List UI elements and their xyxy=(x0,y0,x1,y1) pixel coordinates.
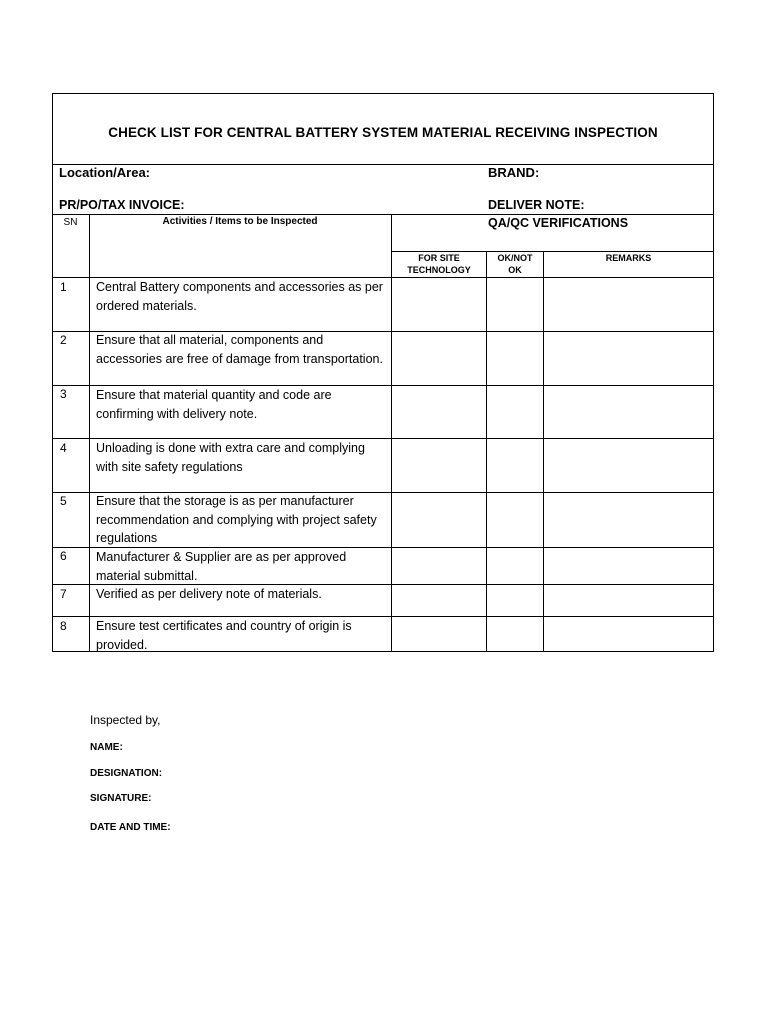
page-title: CHECK LIST FOR CENTRAL BATTERY SYSTEM MATERIAL RECEIVING INSPECTION xyxy=(108,125,658,140)
row-4-sn: 4 xyxy=(60,441,67,455)
row-2-activity: Ensure that all material, components and accessories are free of damage from transportation. xyxy=(96,333,383,366)
ok-not-ok-header: OK/NOT OK xyxy=(497,253,533,275)
activities-header: Activities / Items to be Inspected xyxy=(162,216,318,227)
brand-label: BRAND: xyxy=(488,165,540,180)
signature-label: SIGNATURE: xyxy=(90,793,152,804)
header-divider xyxy=(52,214,714,215)
title-divider xyxy=(52,164,714,165)
row-1-sn: 1 xyxy=(60,280,67,294)
column-divider xyxy=(391,214,392,652)
invoice-label: PR/PO/TAX INVOICE: xyxy=(59,198,185,212)
row-6-activity: Manufacturer & Supplier are as per approved material submittal. xyxy=(96,550,347,583)
row-3-activity: Ensure that material quantity and code are confirming with delivery note. xyxy=(96,388,332,421)
column-divider xyxy=(486,251,487,652)
row-5-sn: 5 xyxy=(60,494,67,508)
row-6-sn: 6 xyxy=(60,549,67,563)
row-2-sn: 2 xyxy=(60,333,67,347)
column-divider xyxy=(89,214,90,652)
remarks-header: REMARKS xyxy=(605,253,652,263)
row-1-activity: Central Battery components and accessories as per ordered materials. xyxy=(96,280,383,313)
date-and-time-label: DATE AND TIME: xyxy=(90,822,171,833)
column-divider xyxy=(543,251,544,652)
row-7-activity: Verified as per delivery note of materials. xyxy=(96,587,322,601)
row-8-activity: Ensure test certificates and country of origin is provided. xyxy=(96,619,352,652)
location-area-label: Location/Area: xyxy=(59,165,151,180)
inspected-by-label: Inspected by, xyxy=(90,713,161,727)
row-7-sn: 7 xyxy=(60,587,67,601)
for-site-technology-header: FOR SITE TECHNOLOGY xyxy=(407,253,471,275)
sn-header: SN xyxy=(63,217,78,228)
deliver-note-label: DELIVER NOTE: xyxy=(488,198,585,212)
name-label: NAME: xyxy=(90,742,123,753)
row-3-sn: 3 xyxy=(60,387,67,401)
qa-qc-verifications-header: QA/QC VERIFICATIONS xyxy=(488,216,629,230)
designation-label: DESIGNATION: xyxy=(90,768,163,779)
row-8-sn: 8 xyxy=(60,619,67,633)
row-4-activity: Unloading is done with extra care and complying with site safety regulations xyxy=(96,441,365,474)
row-5-activity: Ensure that the storage is as per manufacturer recommendation and complying with project safety regulations xyxy=(96,494,377,545)
